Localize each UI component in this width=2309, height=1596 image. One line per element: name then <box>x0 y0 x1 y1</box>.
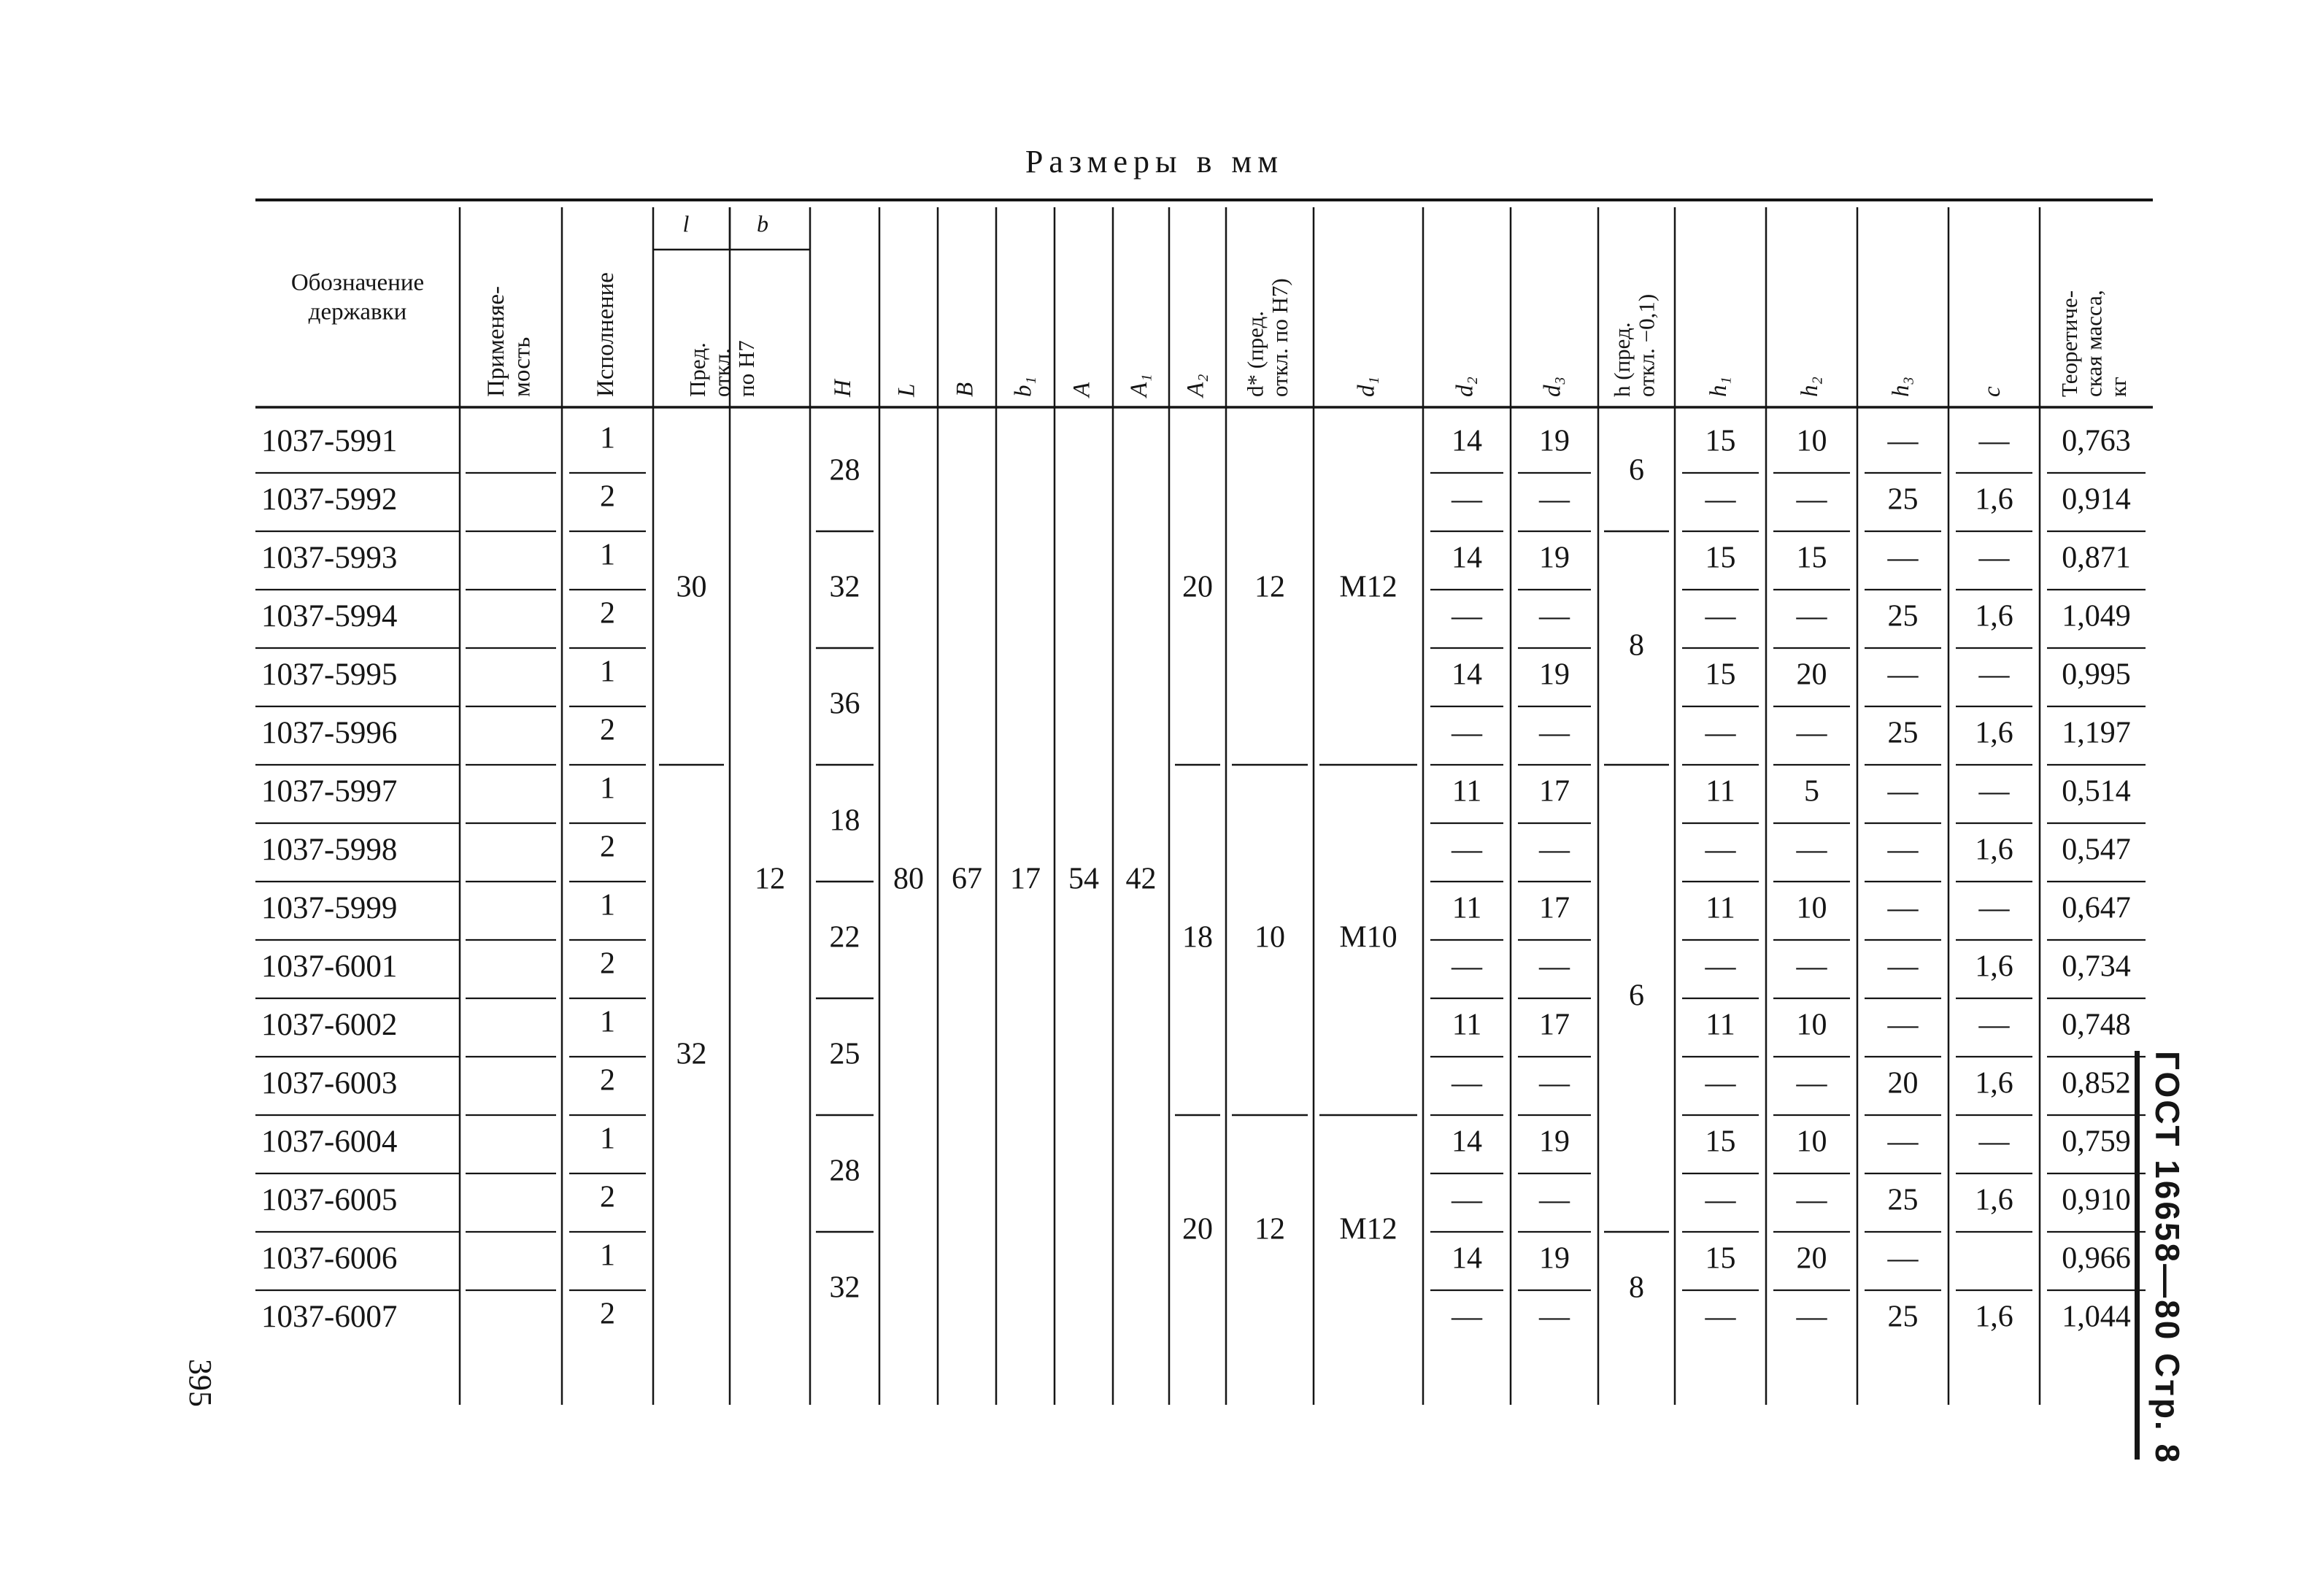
cell-c: — <box>1978 541 2010 575</box>
merged-cell-h: 22 <box>829 920 860 955</box>
holder-dimensions-table <box>255 197 2153 1408</box>
cell-h2: 20 <box>1796 658 1827 692</box>
header-applicability: мость <box>509 336 536 397</box>
merged-cell-a2: 20 <box>1182 1212 1213 1246</box>
cell-mass: 0,763 <box>2062 424 2131 458</box>
cell-h3: — <box>1887 833 1919 867</box>
cell-h3: 25 <box>1887 599 1919 633</box>
cell-h3: — <box>1887 891 1919 925</box>
header-theoretical-mass: Теоретиче- <box>2056 290 2083 397</box>
cell-mass: 0,514 <box>2062 774 2131 809</box>
cell-d3: — <box>1539 482 1570 517</box>
row-designation: 1037-5992 <box>261 482 398 517</box>
cell-d3: 17 <box>1539 1008 1570 1042</box>
cell-d2: 11 <box>1452 774 1482 809</box>
cell-d3: 19 <box>1539 541 1570 575</box>
gost-page-label: ГОСТ 16658—80 Стр. 8 <box>2148 1051 2186 1465</box>
cell-c: — <box>1978 424 2010 458</box>
cell-c: 1,6 <box>1975 599 2013 633</box>
cell-c: 1,6 <box>1975 949 2013 984</box>
row-designation: 1037-5999 <box>261 890 398 925</box>
header-c: c <box>1979 386 2006 397</box>
cell-c: 1,6 <box>1975 1183 2013 1217</box>
cell-d2: — <box>1452 949 1482 984</box>
header-l: L <box>893 383 920 397</box>
merged-cell-d_star: 12 <box>1254 570 1285 604</box>
header-d3: d₃ <box>1539 377 1566 397</box>
cell-h1: 15 <box>1705 658 1736 692</box>
cell-d3: 19 <box>1539 424 1570 458</box>
header-a1: A₁ <box>1126 374 1153 397</box>
cell-mass: 1,197 <box>2062 716 2131 750</box>
cell-c: 1,6 <box>1975 716 2013 750</box>
merged-cell-d1: М12 <box>1339 1212 1398 1246</box>
cell-version: 1 <box>600 1238 615 1273</box>
cell-h2: — <box>1796 1183 1827 1217</box>
cell-h3: — <box>1887 1008 1919 1042</box>
cell-h2: 10 <box>1796 424 1827 458</box>
header-d2: d₂ <box>1452 377 1479 397</box>
cell-h1: — <box>1705 716 1736 750</box>
cell-d2: — <box>1452 716 1482 750</box>
standard-side-label <box>2135 1051 2204 1489</box>
cell-d2: 14 <box>1452 658 1482 692</box>
cell-version: 1 <box>600 421 615 455</box>
cell-mass: 0,759 <box>2062 1125 2131 1159</box>
merged-cell-h: 25 <box>829 1037 860 1071</box>
cell-version: 1 <box>600 1122 615 1156</box>
cell-h1: — <box>1705 1300 1736 1334</box>
header-b: B <box>952 382 979 397</box>
merged-cell-h: 8 <box>1629 1271 1644 1305</box>
cell-c: — <box>1978 658 2010 692</box>
cell-c: 1,6 <box>1975 482 2013 517</box>
cell-h3: — <box>1887 949 1919 984</box>
cell-h2: 15 <box>1796 541 1827 575</box>
cell-d3: 17 <box>1539 891 1570 925</box>
row-designation: 1037-6002 <box>261 1007 398 1042</box>
header-h: откл. −0,1) <box>1633 293 1660 397</box>
cell-h3: 25 <box>1887 482 1919 517</box>
merged-cell-b: 12 <box>755 862 785 896</box>
cell-d2: — <box>1452 599 1482 633</box>
merged-cell-h: 6 <box>1629 453 1644 487</box>
merged-cell-l: 30 <box>676 570 707 604</box>
cell-h2: 20 <box>1796 1241 1827 1276</box>
cell-d2: — <box>1452 833 1482 867</box>
header-h3: h₃ <box>1888 377 1915 397</box>
cell-h2: 10 <box>1796 1008 1827 1042</box>
cell-h2: — <box>1796 1066 1827 1100</box>
cell-d3: — <box>1539 833 1570 867</box>
cell-version: 1 <box>600 538 615 572</box>
cell-h3: 20 <box>1887 1066 1919 1100</box>
cell-d2: 14 <box>1452 1125 1482 1159</box>
cell-c: 1,6 <box>1975 1300 2013 1334</box>
cell-mass: 0,914 <box>2062 482 2131 517</box>
header-designation: Обозначение <box>290 269 425 296</box>
side-rule <box>2135 1051 2140 1460</box>
cell-h3: — <box>1887 1241 1919 1276</box>
row-designation: 1037-6005 <box>261 1182 398 1217</box>
merged-cell-h: 32 <box>829 1271 860 1305</box>
header-b: b <box>757 210 768 237</box>
cell-version: 1 <box>600 771 615 806</box>
cell-d3: — <box>1539 1300 1570 1334</box>
header-a2: A₂ <box>1182 374 1209 397</box>
cell-h1: — <box>1705 1183 1736 1217</box>
cell-d3: 19 <box>1539 658 1570 692</box>
cell-version: 1 <box>600 888 615 922</box>
cell-h2: 10 <box>1796 891 1827 925</box>
header-h2: h₂ <box>1797 377 1824 397</box>
cell-mass: 0,852 <box>2062 1066 2131 1100</box>
cell-h1: 15 <box>1705 424 1736 458</box>
cell-d2: 11 <box>1452 891 1482 925</box>
cell-version: 2 <box>600 713 615 747</box>
header-version: Исполнение <box>593 272 620 397</box>
header-d-star: откл. по Н7) <box>1266 278 1292 397</box>
header-theoretical-mass: ская масса, <box>2081 290 2107 397</box>
cell-h2: — <box>1796 1300 1827 1334</box>
cell-c: — <box>1978 891 2010 925</box>
row-designation: 1037-5993 <box>261 540 398 575</box>
cell-h1: 15 <box>1705 541 1736 575</box>
cell-c: — <box>1978 1008 2010 1042</box>
header-tolerance-h7: Пред. <box>685 342 711 397</box>
cell-d3: 19 <box>1539 1241 1570 1276</box>
cell-version: 2 <box>600 1297 615 1331</box>
cell-d3: — <box>1539 949 1570 984</box>
cell-d2: 14 <box>1452 424 1482 458</box>
header-theoretical-mass: кг <box>2105 377 2132 397</box>
cell-h2: — <box>1796 716 1827 750</box>
header-b1: b₁ <box>1010 377 1037 397</box>
header-tolerance-h7: по Н7 <box>733 340 760 397</box>
merged-cell-a2: 20 <box>1182 570 1213 604</box>
cell-h3: — <box>1887 774 1919 809</box>
row-designation: 1037-5995 <box>261 657 398 692</box>
cell-c: — <box>1978 1125 2010 1159</box>
row-designation: 1037-5994 <box>261 598 398 633</box>
cell-version: 2 <box>600 596 615 631</box>
header-h1: h₁ <box>1705 377 1732 397</box>
cell-h1: — <box>1705 599 1736 633</box>
cell-h2: — <box>1796 833 1827 867</box>
merged-cell-a1: 42 <box>1125 862 1157 896</box>
cell-h2: 10 <box>1796 1125 1827 1159</box>
merged-cell-l: 80 <box>893 862 924 896</box>
merged-cell-h: 28 <box>829 453 860 487</box>
row-designation: 1037-5998 <box>261 832 398 867</box>
merged-cell-h: 28 <box>829 1154 860 1188</box>
cell-h2: 5 <box>1804 774 1819 809</box>
cell-h1: 11 <box>1705 891 1735 925</box>
cell-version: 2 <box>600 1063 615 1098</box>
cell-mass: 0,871 <box>2062 541 2131 575</box>
merged-cell-a: 54 <box>1068 862 1099 896</box>
cell-d3: 19 <box>1539 1125 1570 1159</box>
cell-d2: 14 <box>1452 541 1482 575</box>
cell-d2: 14 <box>1452 1241 1482 1276</box>
merged-cell-d1: М10 <box>1339 920 1398 955</box>
cell-h3: 25 <box>1887 716 1919 750</box>
merged-cell-a2: 18 <box>1182 920 1213 955</box>
cell-mass: 0,910 <box>2062 1183 2131 1217</box>
cell-mass: 1,049 <box>2062 599 2131 633</box>
dimensions-caption: Размеры в мм <box>1025 144 1284 180</box>
merged-cell-b: 67 <box>952 862 982 896</box>
header-tolerance-h7: откл. <box>709 348 735 397</box>
merged-cell-d_star: 10 <box>1254 920 1285 955</box>
cell-d2: — <box>1452 1300 1482 1334</box>
row-designation: 1037-6003 <box>261 1065 398 1100</box>
header-applicability: Применяе- <box>482 286 509 397</box>
page-number: 395 <box>182 1359 218 1407</box>
header-d-star: d* (пред. <box>1242 310 1268 397</box>
row-designation: 1037-6004 <box>261 1124 398 1159</box>
row-designation: 1037-6001 <box>261 949 398 984</box>
cell-c: — <box>1978 774 2010 809</box>
row-designation: 1037-5996 <box>261 715 398 750</box>
cell-h1: 11 <box>1705 1008 1735 1042</box>
merged-cell-d_star: 12 <box>1254 1212 1285 1246</box>
cell-h1: — <box>1705 833 1736 867</box>
cell-version: 2 <box>600 947 615 981</box>
cell-h1: — <box>1705 1066 1736 1100</box>
cell-h2: — <box>1796 482 1827 517</box>
cell-version: 2 <box>600 830 615 864</box>
header-d1: d₁ <box>1353 377 1380 397</box>
header-h: h (пред. <box>1608 322 1635 397</box>
cell-mass: 0,748 <box>2062 1008 2131 1042</box>
cell-version: 2 <box>600 1180 615 1214</box>
merged-cell-h: 18 <box>829 803 860 838</box>
cell-h2: — <box>1796 949 1827 984</box>
cell-h3: — <box>1887 424 1919 458</box>
merged-cell-h: 8 <box>1629 628 1644 663</box>
cell-c: 1,6 <box>1975 833 2013 867</box>
merged-cell-l: 32 <box>676 1037 707 1071</box>
cell-version: 1 <box>600 655 615 689</box>
cell-d2: — <box>1452 482 1482 517</box>
merged-cell-h: 36 <box>829 687 860 721</box>
cell-h3: 25 <box>1887 1183 1919 1217</box>
cell-mass: 0,995 <box>2062 658 2131 692</box>
cell-d3: — <box>1539 1183 1570 1217</box>
cell-mass: 0,547 <box>2062 833 2131 867</box>
cell-version: 2 <box>600 479 615 514</box>
cell-mass: 1,044 <box>2062 1300 2131 1334</box>
cell-d2: — <box>1452 1183 1482 1217</box>
cell-c: 1,6 <box>1975 1066 2013 1100</box>
cell-d3: — <box>1539 716 1570 750</box>
merged-cell-h: 32 <box>829 570 860 604</box>
header-a: A <box>1068 382 1095 397</box>
cell-h1: 11 <box>1705 774 1735 809</box>
cell-h3: — <box>1887 658 1919 692</box>
header-l: l <box>682 210 690 237</box>
merged-cell-h: 6 <box>1629 979 1644 1013</box>
cell-h1: — <box>1705 482 1736 517</box>
cell-d2: — <box>1452 1066 1482 1100</box>
cell-h1: 15 <box>1705 1241 1736 1276</box>
cell-h1: 15 <box>1705 1125 1736 1159</box>
header-designation: державки <box>308 298 407 325</box>
cell-mass: 0,966 <box>2062 1241 2131 1276</box>
cell-version: 1 <box>600 1005 615 1039</box>
cell-mass: 0,647 <box>2062 891 2131 925</box>
cell-d2: 11 <box>1452 1008 1482 1042</box>
cell-h1: — <box>1705 949 1736 984</box>
merged-cell-d1: М12 <box>1339 570 1398 604</box>
row-designation: 1037-5991 <box>261 423 398 458</box>
row-designation: 1037-5997 <box>261 774 398 809</box>
merged-cell-b1: 17 <box>1010 862 1041 896</box>
cell-d3: — <box>1539 1066 1570 1100</box>
cell-d3: — <box>1539 599 1570 633</box>
cell-h3: — <box>1887 541 1919 575</box>
header-h: H <box>830 379 857 397</box>
cell-mass: 0,734 <box>2062 949 2131 984</box>
cell-h2: — <box>1796 599 1827 633</box>
cell-h3: 25 <box>1887 1300 1919 1334</box>
row-designation: 1037-6007 <box>261 1299 398 1334</box>
cell-h3: — <box>1887 1125 1919 1159</box>
cell-d3: 17 <box>1539 774 1570 809</box>
row-designation: 1037-6006 <box>261 1241 398 1276</box>
